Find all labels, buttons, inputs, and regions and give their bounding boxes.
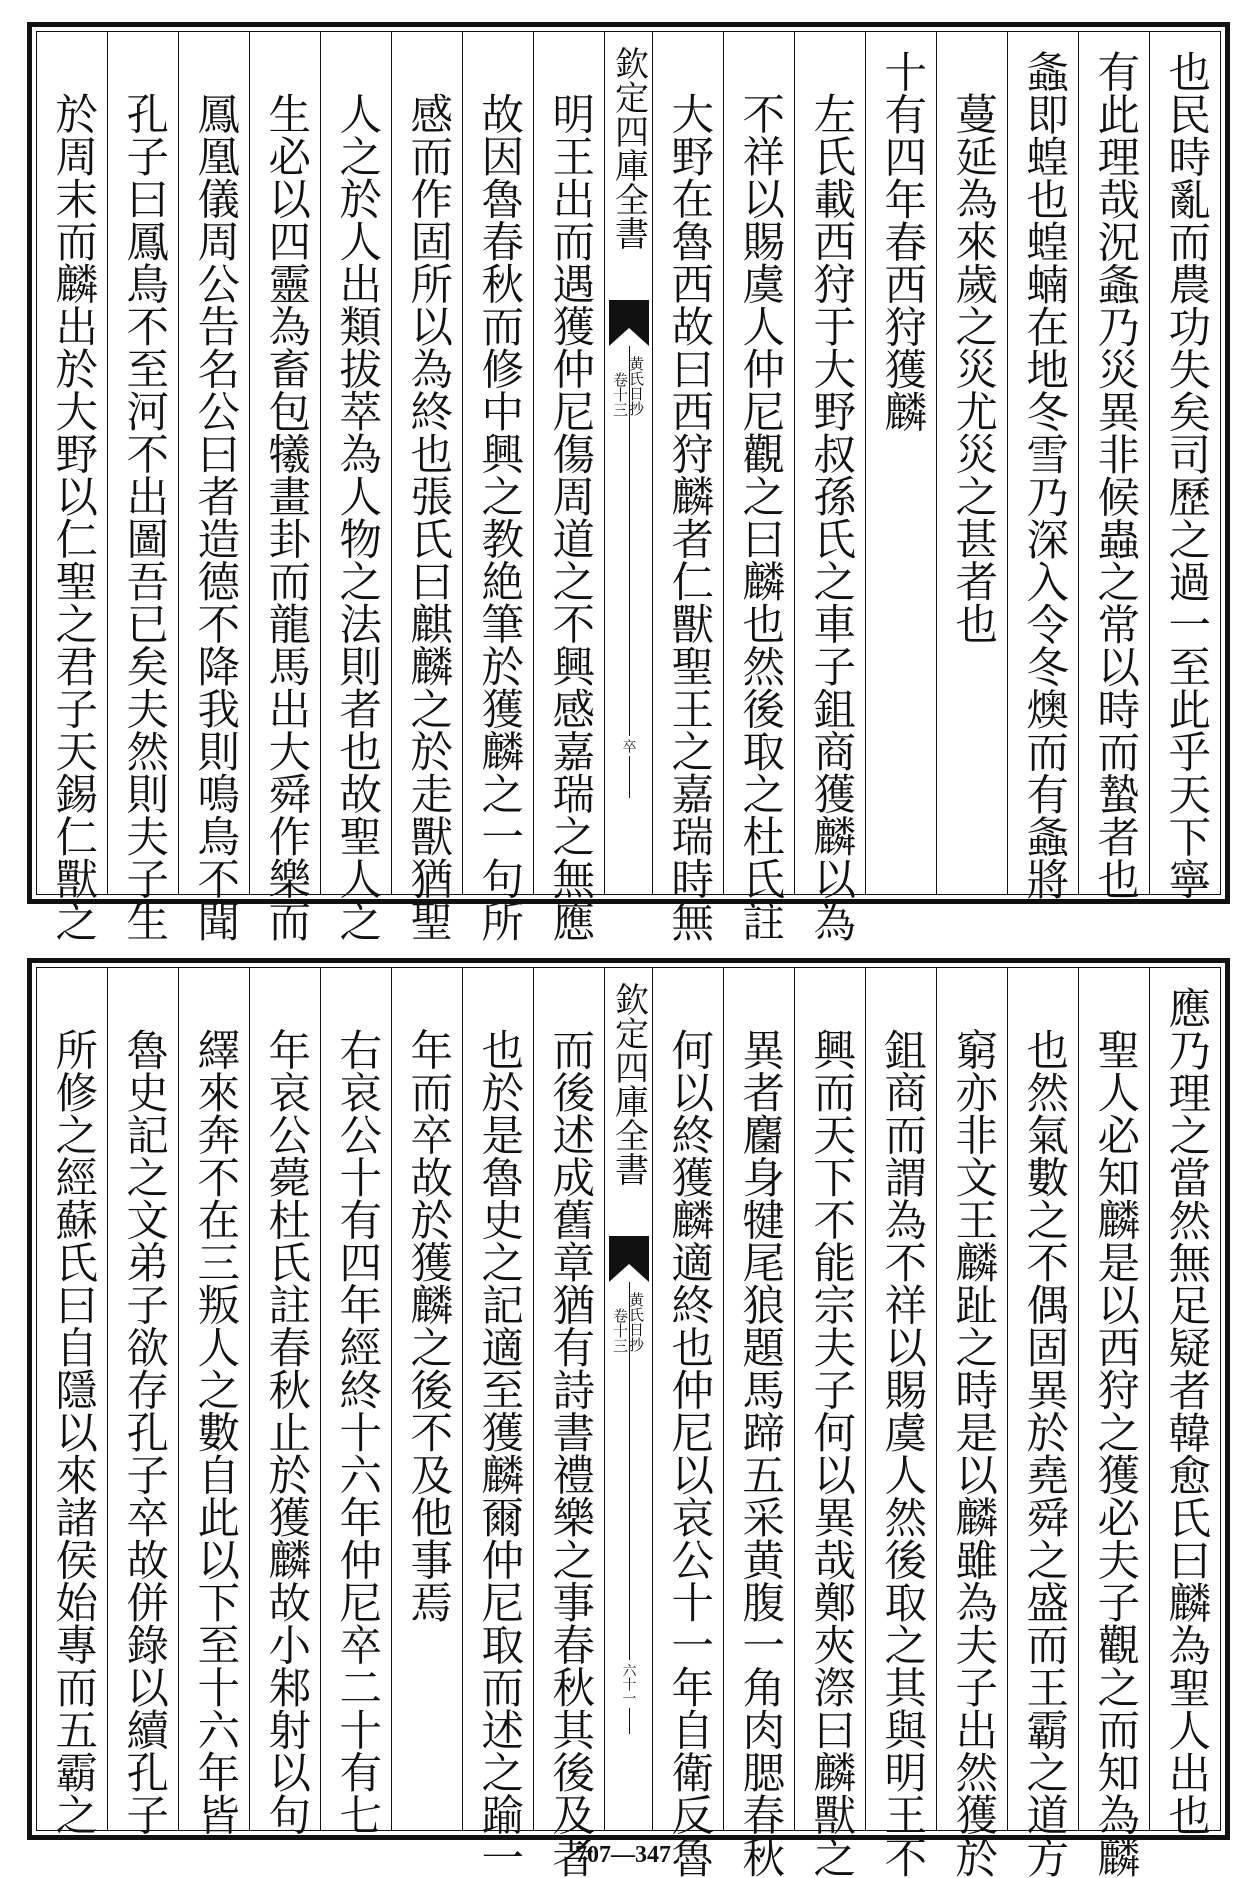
- top-column-3-text: 螽即蝗也蝗蝻在地冬雪乃深入令冬燠而有螽將: [1019, 50, 1069, 900]
- top-text-column-16: [37, 32, 107, 942]
- bottom-book-title: 欽定四庫全書: [608, 982, 649, 1186]
- top-text-column-13: [249, 32, 320, 942]
- top-column-14-text: 鳳凰儀周公告名公曰者造德不降我則鳴鳥不聞: [190, 92, 240, 942]
- bottom-column-5-text: 鉏商而謂為不祥以賜虞人然後取之其與明王不: [877, 1028, 927, 1878]
- bottom-text-column-9: [533, 968, 604, 1878]
- bottom-text-column-5: [865, 968, 936, 1878]
- bottom-column-2-text: 聖人必知麟是以西狩之獲必夫子觀之而知為麟: [1090, 1028, 1140, 1878]
- bottom-column-14-text: 繹來奔不在三叛人之數自此以下至十六年皆: [190, 1028, 240, 1836]
- bottom-column-11-text: 年而卒故於獲麟之後不及他事焉: [403, 1028, 453, 1623]
- top-page-columns: [37, 32, 1220, 942]
- top-column-4-text: 蔓延為來歲之災尤災之甚者也: [948, 92, 998, 645]
- top-page-panel: [27, 22, 1230, 942]
- bottom-text-column-12: [320, 968, 391, 1836]
- bottom-text-column-14: [178, 968, 249, 1836]
- top-column-2-text: 有此理哉況螽乃災異非候蟲之常以時而蟄者也: [1090, 50, 1140, 900]
- bottom-text-column-7: [723, 968, 794, 1878]
- bottom-text-column-2: [1078, 968, 1149, 1878]
- top-column-1-text: 也民時亂而農功失矣司歷之過一至此乎天下寧: [1161, 50, 1211, 900]
- bottom-column-13-text: 年哀公薨杜氏註春秋止於獲麟故小邾射以句: [261, 1028, 311, 1836]
- top-text-column-2: [1078, 32, 1149, 900]
- bottom-text-column-4: [936, 968, 1007, 1878]
- bottom-column-6-text: 興而天下不能宗夫子何以異哉鄭夾漈曰麟獸之: [806, 1028, 856, 1878]
- bottom-column-4-text: 窮亦非文王麟趾之時是以麟雖為夫子出然獲於: [948, 1028, 998, 1878]
- bottom-column-10-text: 也於是魯史之記適至獲麟爾仲尼取而述之踰一: [474, 1028, 524, 1878]
- bottom-column-16-text: 所修之經蘇氏曰自隱以來諸侯始專而五霸之: [48, 1028, 98, 1836]
- top-volume-label: 卷十三: [611, 372, 629, 417]
- bottom-volume-label: 卷十三: [611, 1308, 629, 1353]
- top-column-12-text: 人之於人出類拔萃為人物之法則者也故聖人之: [332, 92, 382, 942]
- top-spine: [604, 32, 652, 894]
- top-page-inner-frame: [36, 31, 1221, 942]
- top-column-13-text: 生必以四靈為畜包犧畫卦而龍馬出大舜作樂而: [261, 92, 311, 942]
- top-column-5-text: 十有四年春西狩獲麟: [877, 50, 927, 433]
- bottom-text-column-15: [107, 968, 178, 1836]
- bottom-folio-number: 六十一: [622, 1660, 636, 1708]
- bottom-source-title: 黄氏日抄: [627, 1292, 645, 1352]
- bottom-text-column-8: [652, 968, 723, 1878]
- top-column-6-text: 左氏載西狩于大野叔孫氏之車子鉏商獲麟以為: [806, 92, 856, 942]
- top-text-column-11: [391, 32, 462, 942]
- top-text-column-5: [865, 32, 936, 894]
- bottom-column-3-text: 也然氣數之不偶固異於堯舜之盛而王霸之道方: [1019, 1028, 1069, 1878]
- top-source-title: 黄氏日抄: [627, 356, 645, 416]
- bottom-spine: [604, 968, 652, 1830]
- bottom-text-column-6: [794, 968, 865, 1878]
- bottom-text-column-13: [249, 968, 320, 1836]
- bottom-column-12-text: 右哀公十有四年經終十六年仲尼卒二十有七: [332, 1028, 382, 1836]
- bottom-text-column-10: [462, 968, 533, 1878]
- top-text-column-10: [462, 32, 533, 942]
- top-column-11-text: 感而作固所以為終也張氏曰麒麟之於走獸猶聖: [403, 92, 453, 942]
- top-column-8-text: 大野在魯西故曰西狩麟者仁獸聖王之嘉瑞時無: [664, 92, 714, 942]
- top-column-7-text: 不祥以賜虞人仲尼觀之曰麟也然後取之杜氏註: [735, 92, 785, 942]
- bottom-column-7-text: 異者麕身犍尾狼題馬蹄五采黄腹一角肉腮春秋: [735, 1028, 785, 1878]
- page-number: 707—347: [575, 1842, 671, 1868]
- top-text-column-4: [936, 32, 1007, 894]
- top-column-16-text: 於周末而麟出於大野以仁聖之君子天錫仁獸之: [48, 92, 98, 942]
- bottom-text-column-16: [37, 968, 107, 1836]
- bottom-text-column-11: [391, 968, 462, 1830]
- bottom-column-8-text: 何以終獲麟適終也仲尼以哀公十一年自衛反魯: [664, 1028, 714, 1878]
- bottom-fish-tail-ornament: [609, 1236, 649, 1282]
- top-text-column-6: [794, 32, 865, 942]
- top-text-column-8: [652, 32, 723, 942]
- top-book-title: 欽定四庫全書: [608, 46, 649, 250]
- top-text-column-12: [320, 32, 391, 942]
- top-column-9-text: 明王出而遇獲仲尼傷周道之不興感嘉瑞之無應: [545, 92, 595, 942]
- top-column-15-text: 孔子曰鳳鳥不至河不出圖吾已矣夫然則夫子生: [119, 92, 169, 942]
- bottom-column-15-text: 魯史記之文弟子欲存孔子卒故併錄以續孔子: [119, 1028, 169, 1836]
- top-text-column-7: [723, 32, 794, 942]
- top-column-10-text: 故因魯春秋而修中興之教絶筆於獲麟之一句所: [474, 92, 524, 942]
- bottom-column-9-text: 而後述成舊章猶有詩書禮樂之事春秋其後及者: [545, 1028, 595, 1878]
- top-fish-tail-ornament: [609, 300, 649, 346]
- top-text-column-1: [1149, 32, 1220, 900]
- bottom-text-column-1: [1149, 968, 1220, 1836]
- top-folio-number: 卒: [622, 736, 636, 756]
- top-text-column-9: [533, 32, 604, 942]
- bottom-text-column-3: [1007, 968, 1078, 1878]
- top-text-column-15: [107, 32, 178, 942]
- top-text-column-3: [1007, 32, 1078, 900]
- bottom-column-1-text: 應乃理之當然無足疑者韓愈氏曰麟為聖人出也: [1161, 986, 1211, 1836]
- top-text-column-14: [178, 32, 249, 942]
